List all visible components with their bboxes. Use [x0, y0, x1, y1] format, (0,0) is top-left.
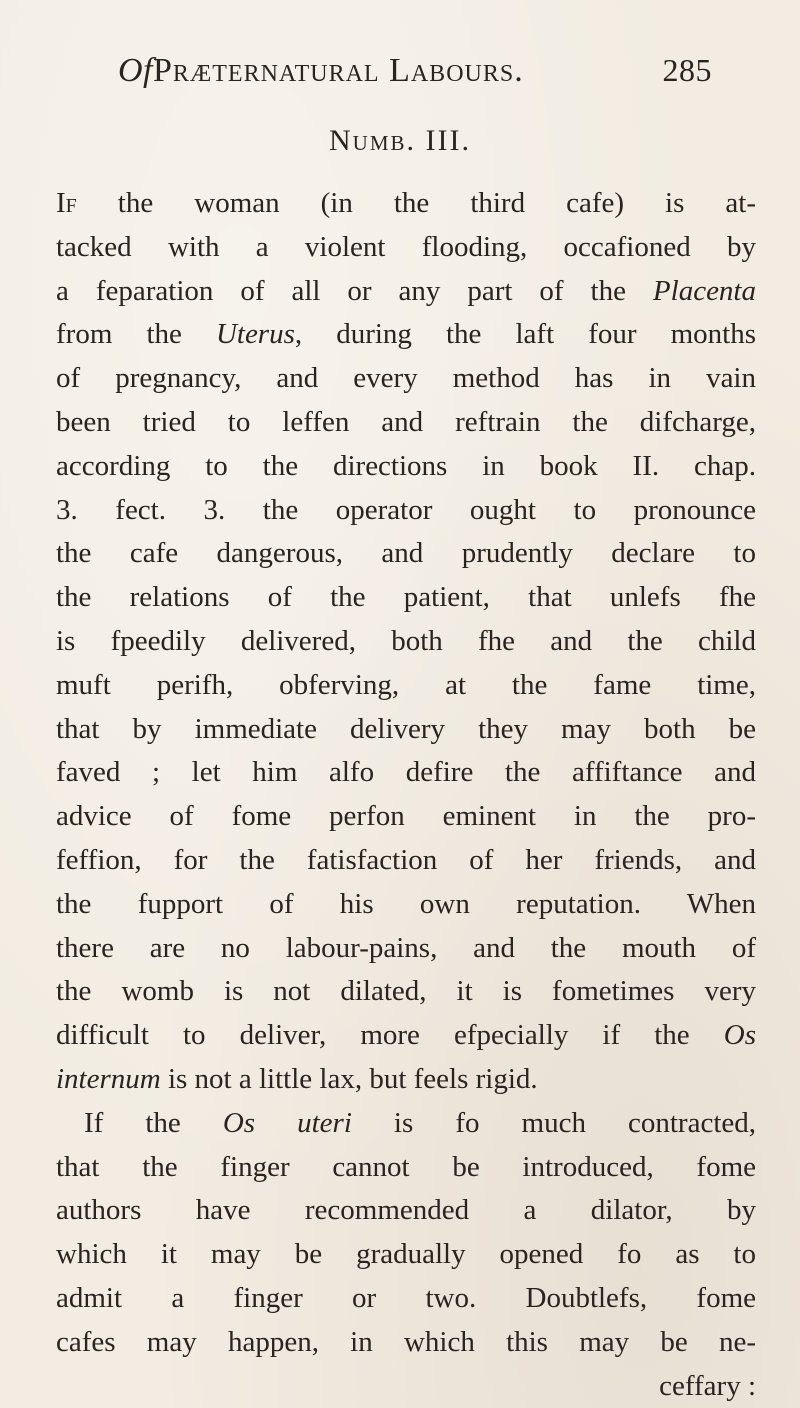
text-line	[56, 1058, 756, 1102]
text-segment: If	[56, 187, 77, 219]
italic-term: Uterus	[215, 318, 295, 351]
text-segment: ceffary :	[659, 1369, 756, 1402]
text-line	[56, 751, 756, 795]
text-line	[56, 1277, 756, 1321]
text-segment: which it may be gradually opened fo as to	[56, 1238, 756, 1271]
text-line	[56, 664, 756, 708]
text-line	[56, 182, 756, 226]
text-segment: admit a finger or two. Doubtlefs, fome	[56, 1281, 756, 1314]
text-segment: that by immediate delivery they may both be	[56, 712, 756, 745]
text-segment: a feparation of all or any part of the	[56, 274, 653, 307]
text-segment: there are no labour-pains, and the mouth of	[56, 931, 756, 964]
text-segment: is not a little lax, but feels rigid.	[160, 1062, 538, 1095]
text-line	[56, 270, 756, 314]
text-line	[56, 357, 756, 401]
text-line	[56, 1102, 756, 1146]
italic-term: Os	[723, 1019, 756, 1052]
text-segment: If the	[84, 1106, 223, 1139]
text-segment: , during the laft four months	[294, 318, 756, 351]
text-segment: is fpeedily delivered, both fhe and the child	[56, 624, 756, 657]
text-line	[56, 226, 756, 270]
running-head-of: Of	[118, 52, 153, 89]
text-line	[56, 489, 756, 533]
text-segment: the fupport of his own reputation. When	[56, 887, 756, 920]
italic-term: internum	[56, 1062, 161, 1095]
text-line	[56, 313, 756, 357]
text-segment: advice of fome perfon eminent in the pro-	[56, 800, 756, 833]
text-segment: muft perifh, obferving, at the fame time,	[56, 668, 756, 701]
text-line	[56, 927, 756, 971]
text-segment: cafes may happen, in which this may be ne-	[56, 1325, 756, 1358]
text-line	[56, 1146, 756, 1190]
text-line	[56, 795, 756, 839]
running-head	[118, 52, 718, 100]
text-line	[56, 620, 756, 664]
text-segment: from the	[56, 318, 216, 351]
text-segment: the relations of the patient, that unlefs fhe	[56, 581, 756, 614]
text-line	[56, 708, 756, 752]
text-line	[56, 1233, 756, 1277]
text-segment: tacked with a violent flooding, occafioned by	[56, 230, 756, 263]
text-segment: difficult to deliver, more efpecially if the	[56, 1019, 724, 1052]
text-segment: of pregnancy, and every method has in vain	[56, 362, 756, 395]
text-line	[56, 1189, 756, 1233]
text-segment: the womb is not dilated, it is fometimes very	[56, 975, 756, 1008]
text-segment: feffion, for the fatisfaction of her friends, and	[56, 843, 756, 876]
body-text	[56, 182, 756, 1408]
text-segment: the woman (in the third cafe) is at-	[76, 187, 756, 219]
text-line	[56, 401, 756, 445]
text-segment: 3. fect. 3. the operator ought to pronounce	[56, 493, 756, 526]
text-line	[56, 576, 756, 620]
text-line	[56, 839, 756, 883]
text-segment: according to the directions in book II. chap.	[56, 449, 756, 482]
text-segment: the cafe dangerous, and prudently declare to	[56, 537, 756, 570]
text-line	[56, 1321, 756, 1365]
page-number: 285	[662, 52, 712, 88]
text-line	[56, 1014, 756, 1058]
italic-term: Os uteri	[222, 1106, 352, 1139]
text-line	[56, 532, 756, 576]
text-line	[56, 883, 756, 927]
text-segment: that the finger cannot be introduced, fome	[56, 1150, 756, 1183]
section-heading-text: Numb. III.	[329, 124, 471, 157]
text-line	[56, 1365, 756, 1408]
section-heading	[0, 124, 800, 158]
text-segment: faved ; let him alfo defire the affiftance and	[56, 756, 756, 789]
text-line	[56, 445, 756, 489]
italic-term: Placenta	[652, 274, 756, 307]
text-segment: is fo much contracted,	[351, 1106, 757, 1139]
text-segment: been tried to leffen and reftrain the difcharge,	[56, 405, 756, 438]
text-line	[56, 970, 756, 1014]
running-head-title: Præternatural Labours.	[153, 52, 524, 89]
text-segment: authors have recommended a dilator, by	[56, 1194, 756, 1227]
